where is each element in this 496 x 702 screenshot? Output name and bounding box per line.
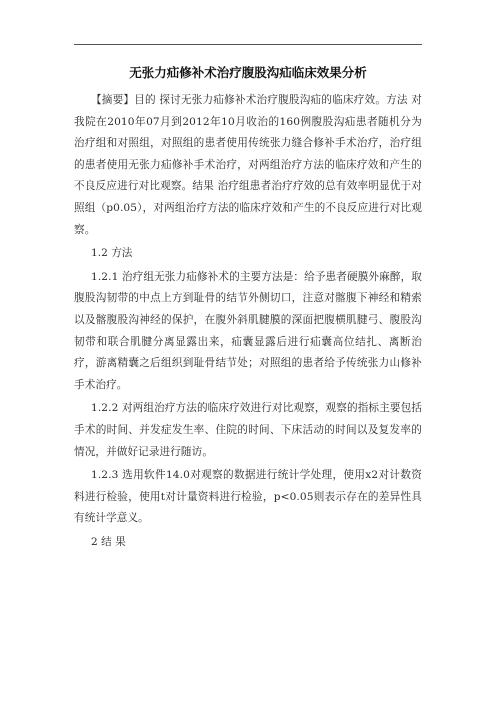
section-1-2-1-paragraph: 1.2.1 治疗组无张力疝修补术的主要方法是：给予患者硬膜外麻醉，取腹股沟韧带的中点上方到耻骨的结节外侧切口，注意对髂腹下神经和精索以及髂腹股沟神经的保护，在腹外斜肌腱膜的深面把腹横肌腱弓、腹股沟韧带和联合肌腱分离显露出来，疝囊显露后进行疝囊高位结扎、离断治疗，游离精囊之后组织到耻骨结节处；对照组的患者给予传统张力山修补手术治疗。 — [74, 270, 422, 391]
header-rule — [74, 44, 422, 45]
section-1-2-3-paragraph: 1.2.3 选用软件14.0对观察的数据进行统计学处理，使用x2对计数资料进行检验，使用t对计量资料进行检验，p<0.05则表示存在的差异性具有统计学意义。 — [74, 469, 422, 525]
paper-title: 无张力疝修补术治疗腹股沟疝临床效果分析 — [129, 65, 367, 80]
section-1-2-heading: 1.2 方法 — [91, 247, 133, 260]
section-1-2-2-paragraph: 1.2.2 对两组治疗方法的临床疗效进行对比观察，观察的指标主要包括手术的时间、并发症发生率、住院的时间、下床活动的时间以及复发率的情况，并做好记录进行随访。 — [74, 402, 422, 458]
abstract-paragraph: 【摘要】目的 探讨无张力疝修补术治疗腹股沟疝的临床疗效。方法 对我院在2010年07月到2012年10月收治的160例腹股沟疝患者随机分为治疗组和对照组，对照组的患者使用传统张力缝合修补手术治疗，治疗组的患者使用无张力疝修补手术治疗，对两组治疗方法的临床疗效和产生的不良反应进行对比观察。结果 治疗组患者治疗疗效的总有效率明显优于对照组（p0.05），对两组治疗方法的临床疗效和产生的不良反应进行对比观察。 — [74, 94, 422, 236]
section-2-heading: 2 结 果 — [91, 535, 126, 548]
paper-body — [74, 90, 422, 553]
